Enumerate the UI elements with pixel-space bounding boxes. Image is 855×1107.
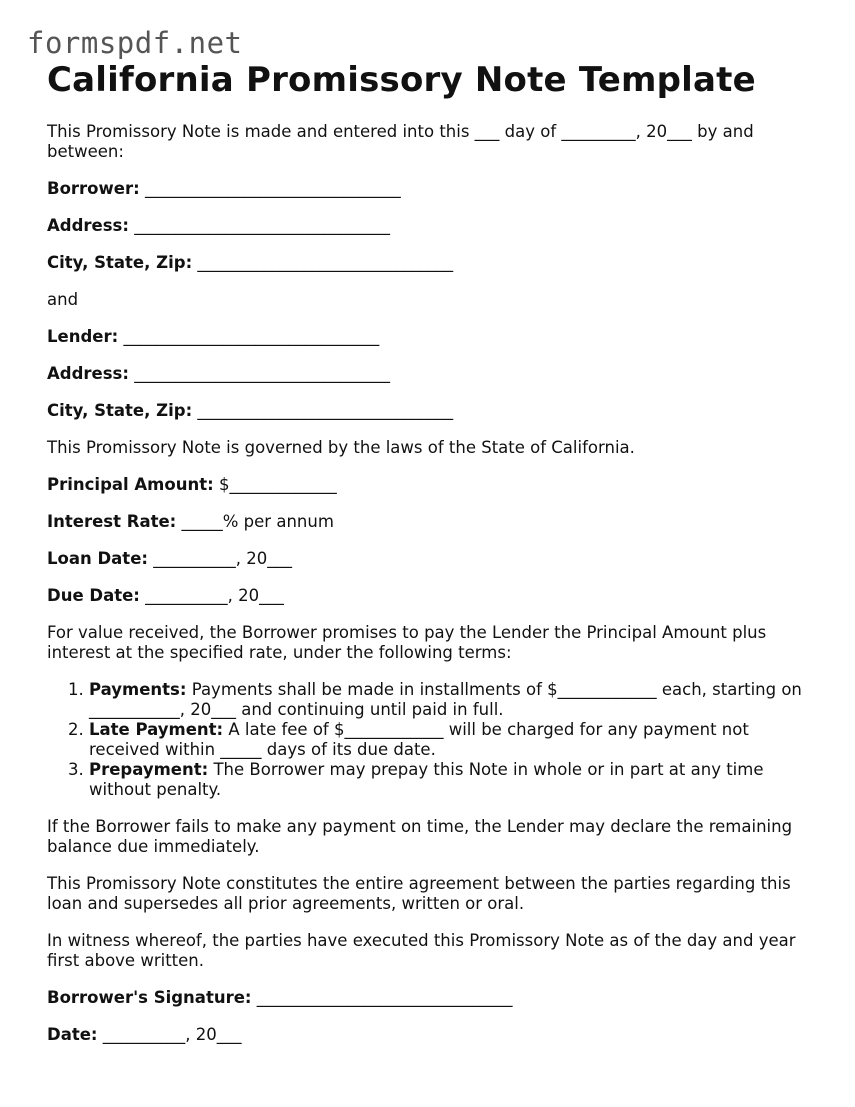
intro-paragraph: This Promissory Note is made and entered into this ___ day of _________, 20___ by and between: [47,122,754,161]
lender-city-label: City, State, Zip: [47,401,193,420]
lender-name-blank: _______________________________ [118,327,380,346]
watermark: formspdf.net [27,26,243,60]
loan-date-label: Loan Date: [47,549,148,568]
borrower-signature-field [47,988,817,1008]
borrower-city-field [47,253,817,273]
list-item [89,760,817,800]
list-item-text: A late fee of $____________ will be charged for any payment not received within _____ days of its due date. [89,720,749,759]
borrower-city-label: City, State, Zip: [47,253,193,272]
signature-date-label: Date: [47,1025,98,1044]
list-item [89,680,817,720]
borrower-signature-blank: _______________________________ [251,988,513,1007]
lender-city-blank: _______________________________ [192,401,454,420]
borrower-address-blank: _______________________________ [128,216,390,235]
principal-amount-label: Principal Amount: [47,475,214,494]
and-text: and [47,290,79,309]
borrower-address-field [47,216,817,236]
lender-city-field [47,401,817,421]
borrower-name-field [47,179,817,199]
loan-date-value: __________, 20___ [147,549,292,568]
interest-rate-label: Interest Rate: [47,512,177,531]
lender-name-field [47,327,817,347]
interest-rate-value: _____% per annum [176,512,334,531]
document-title: California Promissory Note Template [47,60,756,100]
lender-name-label: Lender: [47,327,119,346]
lender-address-field [47,364,817,384]
borrower-name-blank: _______________________________ [139,179,401,198]
document-body [47,60,817,1062]
list-item-text: Payments shall be made in installments of $____________ each, starting on ___________, 20___ and continuing until paid in full. [89,680,802,719]
due-date-label: Due Date: [47,586,140,605]
borrower-name-label: Borrower: [47,179,140,198]
borrower-address-label: Address: [47,216,129,235]
due-date-field [47,586,817,606]
governing-law-paragraph: This Promissory Note is governed by the laws of the State of California. [47,438,635,457]
principal-amount-field [47,475,817,495]
list-item-label: Prepayment: [89,760,209,779]
entire-agreement-paragraph: This Promissory Note constitutes the entire agreement between the parties regarding this loan and supersedes all prior agreements, written or oral. [47,874,791,913]
list-item-label: Late Payment: [89,720,224,739]
loan-date-field [47,549,817,569]
principal-amount-value: $_____________ [213,475,337,494]
default-clause-paragraph: If the Borrower fails to make any payment on time, the Lender may declare the remaining balance due immediately. [47,817,793,856]
interest-rate-field [47,512,817,532]
borrower-signature-label: Borrower's Signature: [47,988,252,1007]
borrower-city-blank: _______________________________ [192,253,454,272]
list-item-text: The Borrower may prepay this Note in whole or in part at any time without penalty. [89,760,764,799]
lender-address-label: Address: [47,364,129,383]
lender-address-blank: _______________________________ [128,364,390,383]
signature-date-field [47,1025,817,1045]
witness-paragraph: In witness whereof, the parties have executed this Promissory Note as of the day and year first above written. [47,931,796,970]
value-received-paragraph: For value received, the Borrower promises to pay the Lender the Principal Amount plus interest at the specified rate, under the following terms: [47,623,767,662]
list-item-label: Payments: [89,680,187,699]
list-item [89,720,817,760]
terms-list [47,680,817,800]
due-date-value: __________, 20___ [139,586,284,605]
signature-date-value: __________, 20___ [97,1025,242,1044]
